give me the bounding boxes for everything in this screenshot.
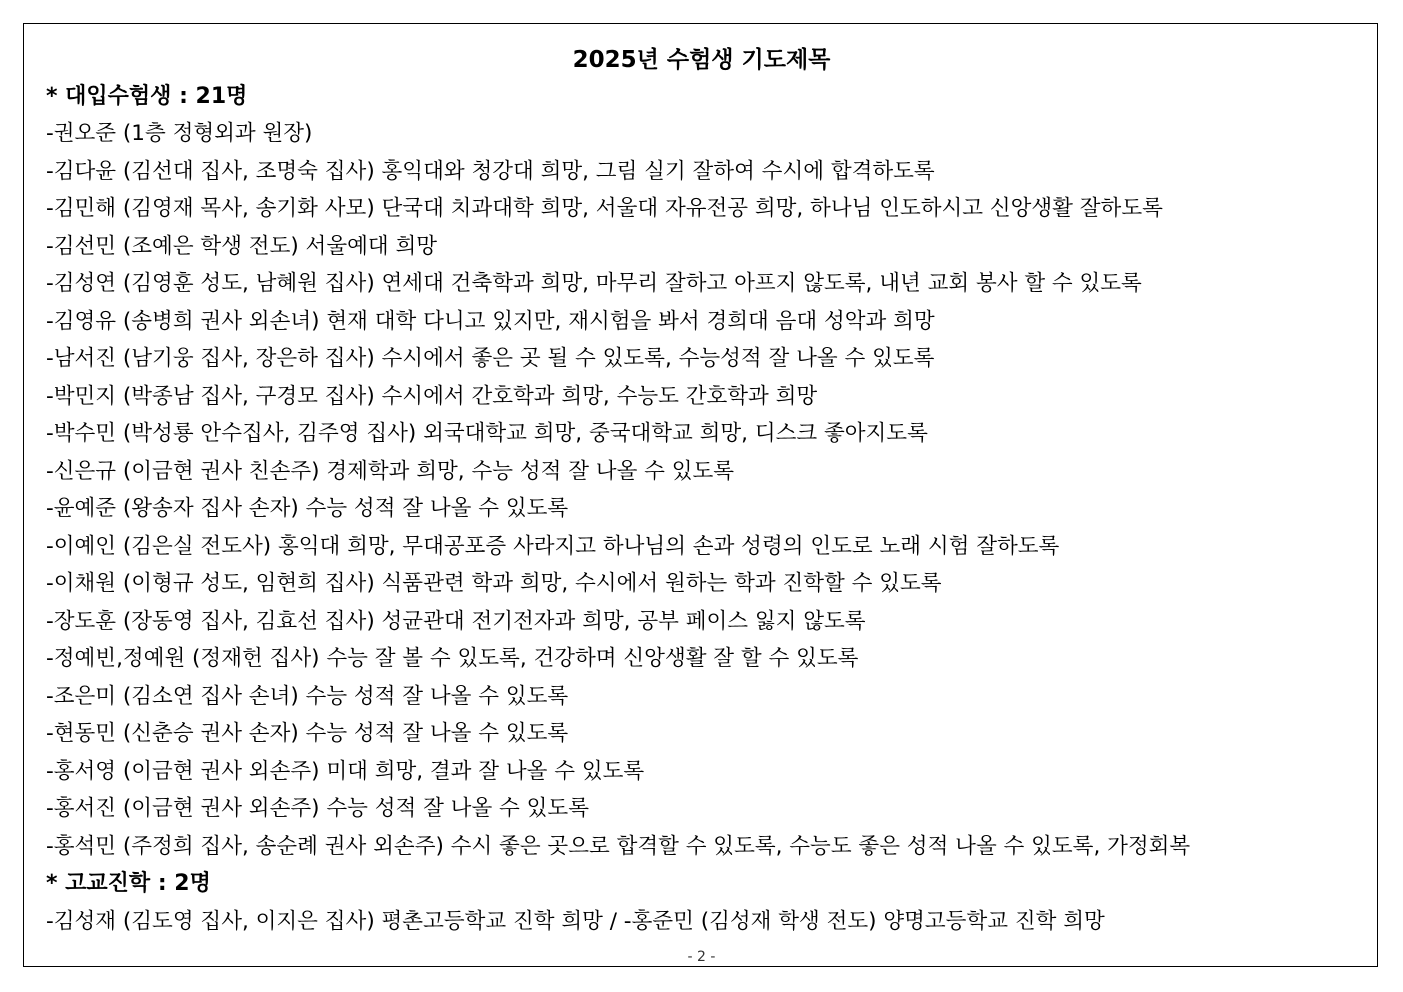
prayer-item: -김민해 (김영재 목사, 송기화 사모) 단국대 치과대학 희망, 서울대 자유전공 희망, 하나님 인도하시고 신앙생활 잘하도록	[46, 196, 1163, 221]
prayer-item: -장도훈 (장동영 집사, 김효선 집사) 성균관대 전기전자과 희망, 공부 페이스 잃지 않도록	[46, 608, 866, 634]
prayer-item: -정예빈,정예원 (정재헌 집사) 수능 잘 볼 수 있도록, 건강하며 신앙생활 잘 할 수 있도록	[46, 646, 859, 671]
section-heading-college: * 대입수험생 : 21명	[46, 84, 248, 109]
prayer-item: -윤예준 (왕송자 집사 손자) 수능 성적 잘 나올 수 있도록	[46, 496, 569, 521]
prayer-item: -박민지 (박종남 집사, 구경모 집사) 수시에서 간호학과 희망, 수능도 간호학과 희망	[46, 383, 818, 409]
prayer-item: -권오준 (1층 정형외과 원장)	[46, 121, 313, 146]
prayer-item: -홍서진 (이금현 권사 외손주) 수능 성적 잘 나올 수 있도록	[46, 796, 589, 821]
prayer-item: -김선민 (조예은 학생 전도) 서울예대 희망	[46, 233, 438, 259]
prayer-item: -이예인 (김은실 전도사) 홍익대 희망, 무대공포증 사라지고 하나님의 손과 성령의 인도로 노래 시험 잘하도록	[46, 533, 1060, 559]
prayer-item: -현동민 (신춘승 권사 손자) 수능 성적 잘 나올 수 있도록	[46, 721, 569, 746]
prayer-item: -홍석민 (주정희 집사, 송순례 권사 외손주) 수시 좋은 곳으로 합격할 수 있도록, 수능도 좋은 성적 나올 수 있도록, 가정회복	[46, 833, 1191, 859]
prayer-item: -신은규 (이금현 권사 친손주) 경제학과 희망, 수능 성적 잘 나올 수 있도록	[46, 458, 735, 484]
document-title: 2025년 수험생 기도제목	[572, 47, 831, 73]
section-heading-highschool: * 고교진학 : 2명	[46, 871, 211, 896]
prayer-item: -홍서영 (이금현 권사 외손주) 미대 희망, 결과 잘 나올 수 있도록	[46, 758, 645, 784]
page-number: - 2 -	[687, 949, 716, 965]
prayer-item: -김성연 (김영훈 성도, 남혜원 집사) 연세대 건축학과 희망, 마무리 잘하고 아프지 않도록, 내년 교회 봉사 할 수 있도록	[46, 271, 1142, 296]
prayer-item: -조은미 (김소연 집사 손녀) 수능 성적 잘 나올 수 있도록	[46, 683, 569, 709]
prayer-item: -박수민 (박성룡 안수집사, 김주영 집사) 외국대학교 희망, 중국대학교 희망, 디스크 좋아지도록	[46, 421, 928, 446]
prayer-item: -김다윤 (김선대 집사, 조명숙 집사) 홍익대와 청강대 희망, 그림 실기 잘하여 수시에 합격하도록	[46, 158, 935, 184]
prayer-item: -남서진 (남기웅 집사, 장은하 집사) 수시에서 좋은 곳 될 수 있도록, 수능성적 잘 나올 수 있도록	[46, 346, 935, 371]
prayer-item: -김성재 (김도영 집사, 이지은 집사) 평촌고등학교 진학 희망 / -홍준민 (김성재 학생 전도) 양명고등학교 진학 희망	[46, 908, 1105, 934]
prayer-item: -김영유 (송병희 권사 외손녀) 현재 대학 다니고 있지만, 재시험을 봐서 경희대 음대 성악과 희망	[46, 308, 935, 334]
prayer-item: -이채원 (이형규 성도, 임현희 집사) 식품관련 학과 희망, 수시에서 원하는 학과 진학할 수 있도록	[46, 571, 942, 596]
